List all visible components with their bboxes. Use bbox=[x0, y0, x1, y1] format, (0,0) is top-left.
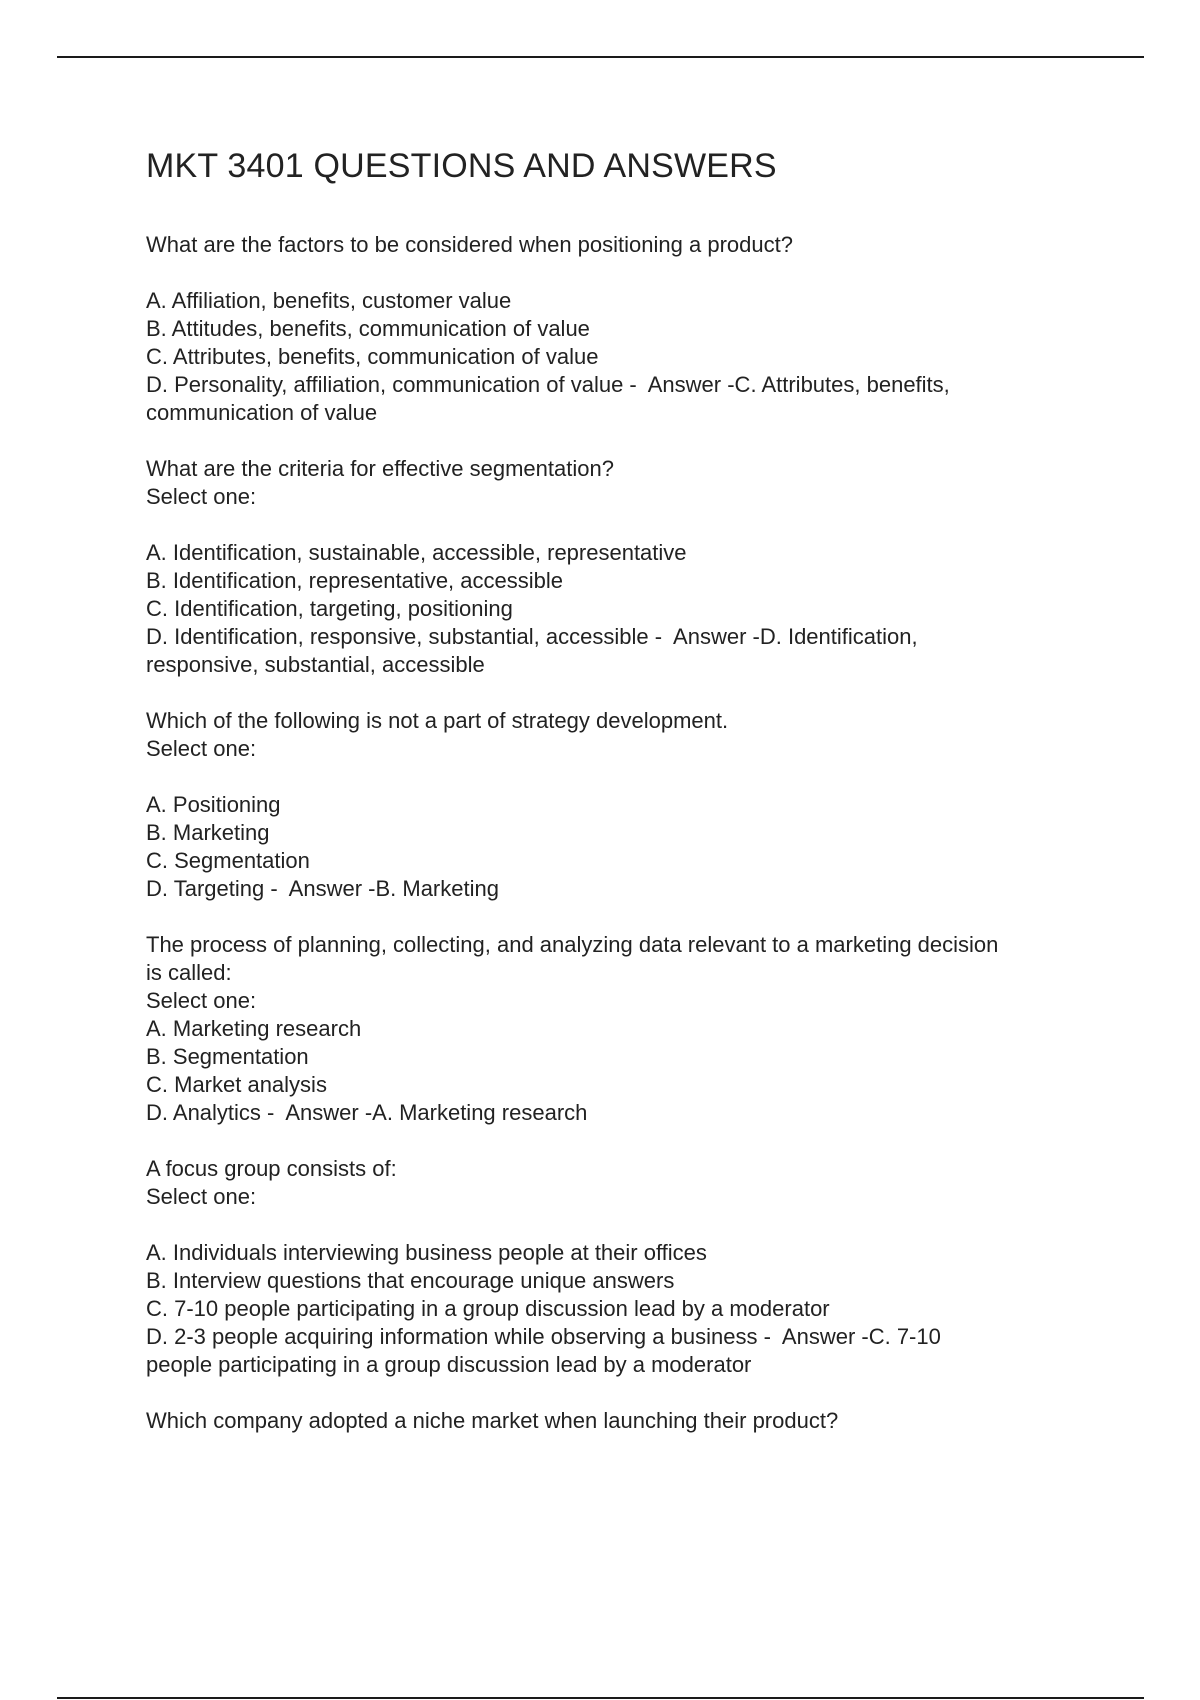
blank-line bbox=[146, 763, 1106, 791]
text-line: A. Positioning bbox=[146, 792, 281, 817]
text-line: C. Segmentation bbox=[146, 848, 310, 873]
text-line: D. 2-3 people acquiring information while observing a business - Answer -C. 7-10 bbox=[146, 1324, 941, 1349]
text-line: The process of planning, collecting, and analyzing data relevant to a marketing decision bbox=[146, 932, 999, 957]
text-line: D. Targeting - Answer -B. Marketing bbox=[146, 876, 499, 901]
text-line: Which of the following is not a part of strategy development. bbox=[146, 708, 729, 733]
blank-line bbox=[146, 511, 1106, 539]
document-title: MKT 3401 QUESTIONS AND ANSWERS bbox=[146, 147, 777, 185]
text-line: C. 7-10 people participating in a group discussion lead by a moderator bbox=[146, 1296, 830, 1321]
blank-line bbox=[146, 427, 1106, 455]
text-line: A. Individuals interviewing business people at their offices bbox=[146, 1240, 707, 1265]
text-line: B. Segmentation bbox=[146, 1044, 309, 1069]
text-line: C. Attributes, benefits, communication of value bbox=[146, 344, 599, 369]
text-line: A focus group consists of: bbox=[146, 1156, 397, 1181]
text-line: Select one: bbox=[146, 1184, 257, 1209]
top-rule bbox=[57, 56, 1144, 58]
blank-line bbox=[146, 1127, 1106, 1155]
page-content bbox=[146, 146, 1106, 1435]
text-line: B. Identification, representative, accessible bbox=[146, 568, 564, 593]
blank-line bbox=[146, 1211, 1106, 1239]
text-line: is called: bbox=[146, 960, 232, 985]
text-line: D. Personality, affiliation, communication of value - Answer -C. Attributes, benefits, bbox=[146, 372, 950, 397]
text-line: What are the factors to be considered when positioning a product? bbox=[146, 232, 793, 257]
text-line: B. Marketing bbox=[146, 820, 270, 845]
blank-line bbox=[146, 679, 1106, 707]
text-line: C. Market analysis bbox=[146, 1072, 327, 1097]
text-line: Which company adopted a niche market when launching their product? bbox=[146, 1408, 839, 1433]
text-line: Select one: bbox=[146, 484, 257, 509]
qa-text-body bbox=[146, 231, 1106, 1435]
text-line: Select one: bbox=[146, 988, 257, 1013]
text-line: B. Interview questions that encourage unique answers bbox=[146, 1268, 675, 1293]
text-line: A. Marketing research bbox=[146, 1016, 362, 1041]
text-line: A. Identification, sustainable, accessible, representative bbox=[146, 540, 687, 565]
blank-line bbox=[146, 903, 1106, 931]
text-line: B. Attitudes, benefits, communication of value bbox=[146, 316, 590, 341]
text-line: Select one: bbox=[146, 736, 257, 761]
text-line: A. Affiliation, benefits, customer value bbox=[146, 288, 512, 313]
text-line: D. Analytics - Answer -A. Marketing research bbox=[146, 1100, 588, 1125]
text-line: What are the criteria for effective segmentation? bbox=[146, 456, 614, 481]
bottom-rule bbox=[57, 1697, 1144, 1699]
text-line: responsive, substantial, accessible bbox=[146, 652, 485, 677]
text-line: communication of value bbox=[146, 400, 378, 425]
text-line: C. Identification, targeting, positioning bbox=[146, 596, 513, 621]
text-line: D. Identification, responsive, substantial, accessible - Answer -D. Identification, bbox=[146, 624, 918, 649]
text-line: people participating in a group discussion lead by a moderator bbox=[146, 1352, 752, 1377]
blank-line bbox=[146, 259, 1106, 287]
blank-line bbox=[146, 1379, 1106, 1407]
